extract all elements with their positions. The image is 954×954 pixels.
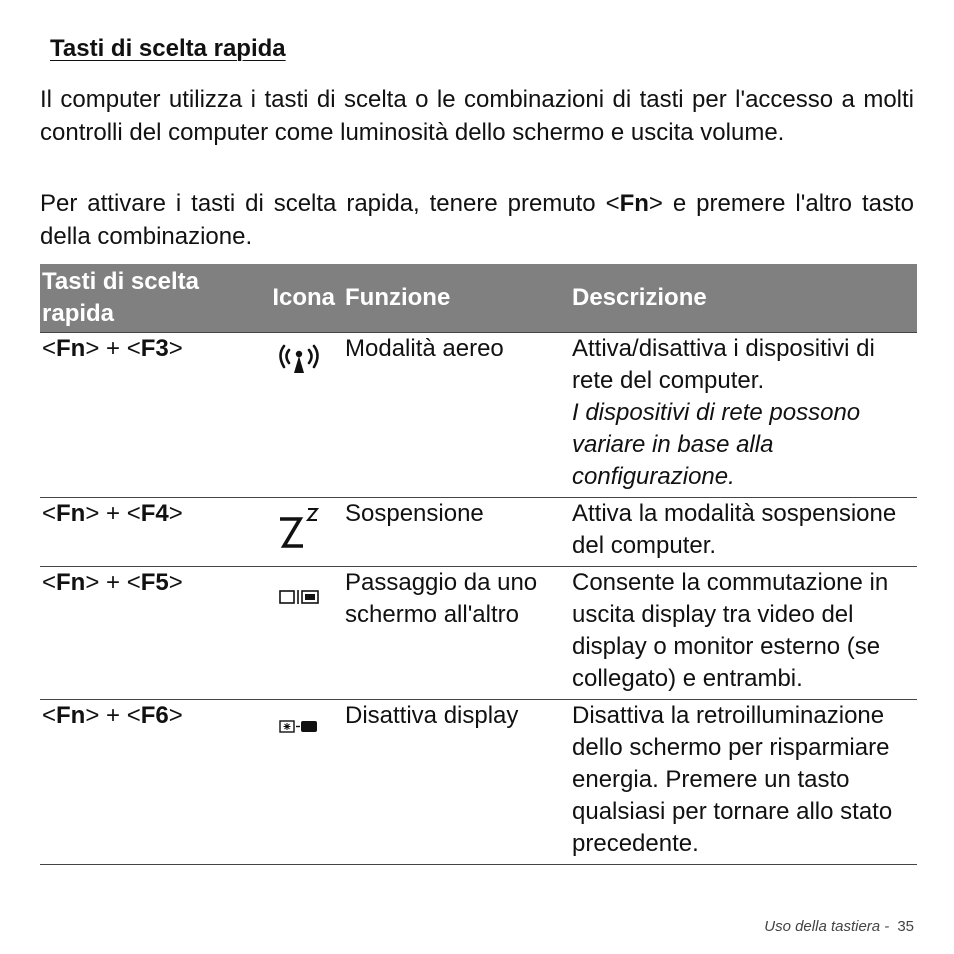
description-text: Consente la commutazione in uscita display tra video del display o monitor esterno (se collegato) e entrambi. bbox=[572, 569, 889, 692]
page-footer bbox=[764, 918, 914, 935]
hotkey-mod: Fn bbox=[56, 335, 86, 362]
hotkey-mod: Fn bbox=[56, 569, 86, 596]
header-description: Descrizione bbox=[570, 264, 917, 333]
icon-cell bbox=[254, 498, 343, 567]
hotkey-cell: <Fn> + <F3> bbox=[40, 333, 254, 498]
display-off-icon bbox=[275, 716, 323, 736]
wireless-antenna-icon bbox=[275, 341, 323, 375]
description-text: Attiva la modalità sospensione del computer. bbox=[572, 500, 897, 559]
hotkey-key: F5 bbox=[140, 569, 169, 596]
icon-cell bbox=[254, 567, 343, 700]
description-cell bbox=[570, 333, 917, 498]
function-cell: Sospensione bbox=[343, 498, 570, 567]
page-number: 35 bbox=[897, 918, 914, 935]
instruction-before: Per attivare i tasti di scelta rapida, tenere premuto < bbox=[40, 190, 620, 217]
display-switch-icon bbox=[275, 587, 323, 609]
description-note: I dispositivi di rete possono variare in base alla configurazione. bbox=[572, 399, 861, 490]
header-hotkey: Tasti di scelta rapida bbox=[40, 264, 254, 333]
header-function: Funzione bbox=[343, 264, 570, 333]
instruction-paragraph bbox=[40, 187, 914, 253]
hotkey-mod: Fn bbox=[56, 702, 86, 729]
hotkey-table bbox=[40, 264, 917, 865]
table-row bbox=[40, 700, 917, 865]
table-row bbox=[40, 333, 917, 498]
instruction-after: > e premere l'altro tasto della combinazione. bbox=[40, 190, 914, 250]
intro-paragraph: Il computer utilizza i tasti di scelta o le combinazioni di tasti per l'accesso a molti controlli del computer come luminosità dello schermo e uscita volume. bbox=[40, 86, 914, 146]
hotkey-cell: <Fn> + <F5> bbox=[40, 567, 254, 700]
description-text: Disattiva la retroilluminazione dello schermo per risparmiare energia. Premere un tasto qualsiasi per tornare allo stato precedente. bbox=[572, 702, 893, 857]
hotkey-key: F6 bbox=[140, 702, 169, 729]
hotkey-key: F4 bbox=[140, 500, 169, 527]
sleep-zz-icon bbox=[274, 506, 324, 550]
instruction-key: Fn bbox=[619, 190, 649, 217]
description-cell bbox=[570, 700, 917, 865]
description-cell bbox=[570, 567, 917, 700]
function-cell: Disattiva display bbox=[343, 700, 570, 865]
header-icon: Icona bbox=[254, 264, 343, 333]
hotkey-mod: Fn bbox=[56, 500, 86, 527]
hotkey-cell: <Fn> + <F4> bbox=[40, 498, 254, 567]
table-row bbox=[40, 567, 917, 700]
function-cell: Modalità aereo bbox=[343, 333, 570, 498]
description-cell bbox=[570, 498, 917, 567]
table-header-row bbox=[40, 264, 917, 333]
icon-cell bbox=[254, 333, 343, 498]
footer-section: Uso della tastiera - bbox=[764, 918, 890, 935]
icon-cell bbox=[254, 700, 343, 865]
function-cell: Passaggio da uno schermo all'altro bbox=[343, 567, 570, 700]
page-title: Tasti di scelta rapida bbox=[50, 35, 286, 62]
description-text: Attiva/disattiva i dispositivi di rete del computer. bbox=[572, 335, 875, 394]
table-row bbox=[40, 498, 917, 567]
hotkey-key: F3 bbox=[140, 335, 169, 362]
hotkey-cell: <Fn> + <F6> bbox=[40, 700, 254, 865]
